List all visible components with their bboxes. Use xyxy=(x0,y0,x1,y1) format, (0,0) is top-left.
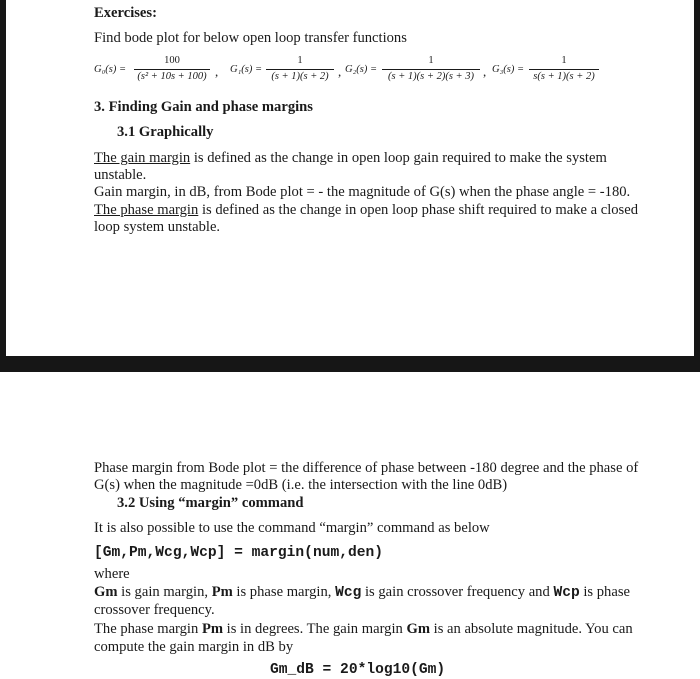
gain-margin-definition-text: is defined as the change in open loop gain required to make the system xyxy=(190,150,607,166)
definition-text: is phase xyxy=(579,584,630,600)
pm-term: Pm xyxy=(211,584,233,600)
variable-definitions xyxy=(94,584,630,602)
margin-command-intro: It is also possible to use the command “margin” command as below xyxy=(94,520,490,536)
section-3-1-heading: 3.1 Graphically xyxy=(117,124,214,140)
intro-text: Find bode plot for below open loop transfer functions xyxy=(94,30,407,46)
equation-denominator: (s² + 10s + 100) xyxy=(137,71,207,82)
phase-margin-definition-text: is defined as the change in open loop phase shift required to make a closed xyxy=(198,202,638,218)
units-text-line2: compute the gain margin in dB by xyxy=(94,639,294,655)
definition-text: is gain margin, xyxy=(117,584,212,600)
section-3-2-heading: 3.2 Using “margin” command xyxy=(117,495,304,511)
equation-lhs: G₀(s) = xyxy=(94,64,127,75)
phase-margin-bode-text-line2: G(s) when the magnitude =0dB (i.e. the intersection with the line 0dB) xyxy=(94,477,508,493)
equation-g2 xyxy=(345,54,490,86)
gm-term: Gm xyxy=(406,621,430,637)
exercises-heading: Exercises: xyxy=(94,5,157,21)
left-frame-bar xyxy=(0,0,6,358)
fraction-bar xyxy=(134,69,210,70)
gain-db-code: Gm_dB = 20*log10(Gm) xyxy=(270,662,446,678)
equation-separator: , xyxy=(215,64,219,79)
equation-denominator: (s + 1)(s + 2)(s + 3) xyxy=(388,71,474,82)
where-text: where xyxy=(94,566,130,582)
phase-margin-definition xyxy=(94,202,638,219)
wcp-term: Wcp xyxy=(553,585,580,601)
equation-separator: , xyxy=(483,64,487,79)
units-text xyxy=(94,621,633,638)
equation-denominator: s(s + 1)(s + 2) xyxy=(533,71,595,82)
phase-margin-definition-line2: loop system unstable. xyxy=(94,219,221,235)
phase-margin-term: The phase margin xyxy=(94,202,199,218)
equation-lhs: G₂(s) = xyxy=(345,64,378,75)
variable-definitions-line2: crossover frequency. xyxy=(94,602,215,618)
equation-denominator: (s + 1)(s + 2) xyxy=(271,71,329,82)
equation-lhs: G₁(s) = xyxy=(230,64,263,75)
section-3-heading: 3. Finding Gain and phase margins xyxy=(94,99,313,115)
wcg-term: Wcg xyxy=(335,585,362,601)
equation-g3 xyxy=(492,54,602,86)
gain-margin-term: The gain margin xyxy=(94,150,191,166)
fraction-bar xyxy=(382,69,480,70)
equation-numerator: 1 xyxy=(561,55,567,66)
equation-numerator: 1 xyxy=(428,55,434,66)
fraction-bar xyxy=(266,69,334,70)
units-text-part: is in degrees. The gain margin xyxy=(223,621,407,637)
equation-numerator: 1 xyxy=(297,55,303,66)
gain-margin-definition-line2: unstable. xyxy=(94,167,147,183)
gain-margin-db-text: Gain margin, in dB, from Bode plot = - the magnitude of G(s) when the phase angle = -180. xyxy=(94,184,631,200)
equation-separator: , xyxy=(338,64,342,79)
equation-g0 xyxy=(94,54,224,86)
units-text-part: is an absolute magnitude. You can xyxy=(430,621,633,637)
gm-term: Gm xyxy=(94,584,118,600)
fraction-bar xyxy=(529,69,599,70)
units-text-part: The phase margin xyxy=(94,621,202,637)
equation-g1 xyxy=(230,54,346,86)
right-frame-bar xyxy=(694,0,700,358)
definition-text: is phase margin, xyxy=(232,584,336,600)
pm-term: Pm xyxy=(201,621,224,637)
equation-numerator: 100 xyxy=(164,55,180,66)
gain-margin-definition xyxy=(94,150,607,167)
margin-command-code: [Gm,Pm,Wcg,Wcp] = margin(num,den) xyxy=(94,545,384,561)
equation-lhs: G₃(s) = xyxy=(492,64,525,75)
phase-margin-bode-text: Phase margin from Bode plot = the difference of phase between -180 degree and the phase of xyxy=(94,460,639,476)
definition-text: is gain crossover frequency and xyxy=(361,584,554,600)
page-divider-band xyxy=(0,356,700,372)
